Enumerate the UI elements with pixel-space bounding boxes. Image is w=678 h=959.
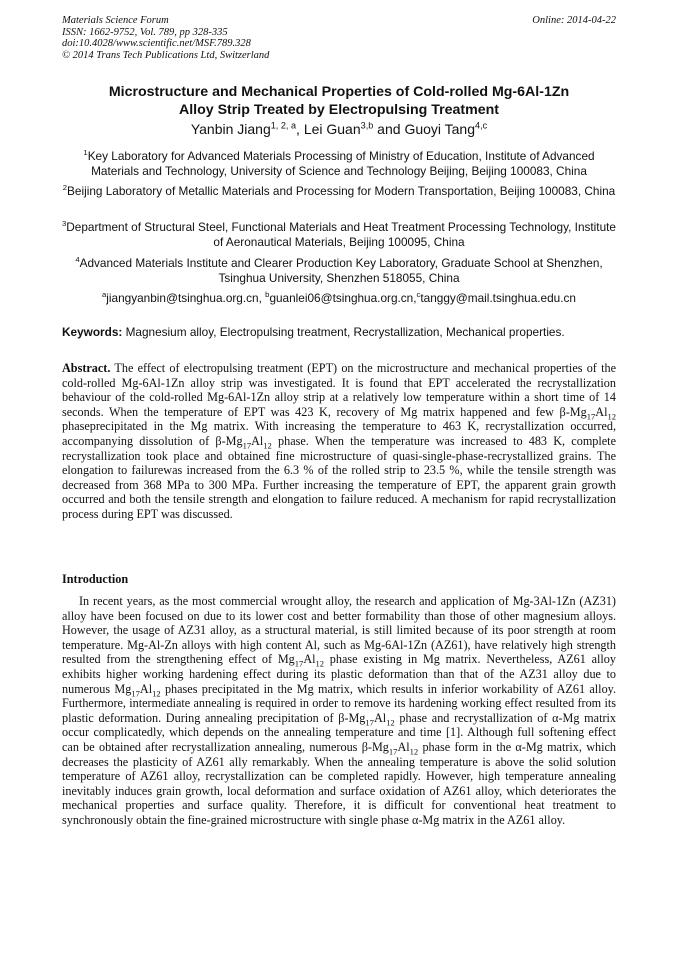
author-sup: 4,c: [475, 120, 488, 131]
subscript: 17: [242, 440, 252, 451]
journal-name: Materials Science Forum: [62, 15, 169, 26]
subscript: 12: [263, 440, 272, 451]
abstract-text: phase. When the temperature was increased to 483 K, complete recrystallization took place and obtained fine microstructure of quasi-single-phase-recrystallized grains. The elongation to failurewas increased from the 6.3 % of the rolled strip to 23.5 %, while the tensile strength was decreased from 368 MPa to 300 MPa. Further increasing the temperature of EPT, the apparent grain growth occurred and both the tensile strength and elongation to failure reduced. A mechanism for rapid recrystallization process during EPT was discussed.: [62, 433, 616, 521]
keywords: [62, 325, 616, 340]
author-name: Yanbin Jiang: [190, 121, 271, 137]
abstract-text: Al: [595, 404, 608, 419]
journal-doi: doi:10.4028/www.scientific.net/MSF.789.328: [62, 38, 251, 49]
author-separator: and: [373, 121, 405, 137]
affiliation-number: 4: [75, 255, 80, 265]
body-text: phase existing in Mg matrix. Nevertheless, AZ61 alloy exhibits higher working hardening effect during its plastic deformation than that of the AZ31 alloy due to numerous Mg: [62, 652, 616, 696]
title-line-1: Microstructure and Mechanical Properties of Cold-rolled Mg-6Al-1Zn: [108, 84, 570, 100]
email-link[interactable]: tanggy@mail.tsinghua.edu.cn: [420, 291, 576, 305]
journal-header: [62, 15, 616, 61]
section-heading: Introduction: [62, 572, 129, 586]
affiliation: [62, 256, 616, 286]
abstract-text: phaseprecipitated in the Mg matrix. With increasing the temperature to 463 K, recrystallization occurred, accompanying dissolution of β-Mg: [62, 419, 616, 448]
body-text: In recent years, as the most commercial wrought alloy, the research and application of Mg-3Al-1Zn (AZ31) alloy have been focused on due to its lower cost and better formability than those of other magnesium alloys. However, the usage of AZ31 alloy, as a structural material, is still limited because of its poor strength at room temperature. Mg-Al-Zn alloys with high content Al, such as Mg-6Al-1Zn (AZ61), have relatively high strength resulted from the strengthening effect of Mg: [62, 594, 616, 667]
affiliation-number: 2: [62, 183, 68, 193]
affiliation-number: 1: [83, 148, 88, 158]
email-link[interactable]: jiangyanbin@tsinghua.org.cn,: [106, 291, 266, 305]
abstract: [62, 361, 616, 522]
journal-issn: ISSN: 1662-9752, Vol. 789, pp 328-335: [62, 26, 228, 38]
online-date: Online: 2014-04-22: [532, 15, 616, 26]
email-sup: c: [416, 290, 421, 300]
affiliation-text: Key Laboratory for Advanced Materials Processing of Ministry of Education, Institute of Advanced Materials and Technology, University of Science and Technology Beijing, Beijing 100083, China: [87, 149, 595, 178]
author-list: [62, 120, 616, 138]
title-line-2: Alloy Strip Treated by Electropulsing Treatment: [178, 102, 500, 118]
affiliation-text: Advanced Materials Institute and Clearer Production Key Laboratory, Graduate School at Shenzhen, Tsinghua University, Shenzhen 518055, China: [79, 256, 603, 285]
email-link[interactable]: guanlei06@tsinghua.org.cn,: [269, 291, 417, 305]
body-text: phase and recrystallization of α-Mg matrix occur complicatedly, which depends on the annealing temperature and time [1]. Although full softening effect can be obtained after recrystallization annealing, numerous β-Mg: [62, 710, 616, 754]
affiliation: [62, 220, 616, 250]
body-text: phases precipitated in the Mg matrix, which results in inferior workability of AZ61 alloy. Furthermore, intermediate annealing is required in order to remove its hardening working effect resulted from its plastic deformation. During annealing precipitation of β-Mg: [62, 681, 617, 725]
subscript: 12: [315, 658, 325, 669]
body-text: Al: [303, 652, 316, 667]
author-emails: [62, 291, 616, 306]
affiliation-text: Department of Structural Steel, Functional Materials and Heat Treatment Processing Technology, Institute of Aeronautical Materials, Beijing 100095, China: [66, 220, 616, 249]
affiliation-number: 3: [62, 219, 67, 229]
introduction-paragraph: [62, 594, 616, 828]
subscript: 17: [294, 658, 304, 669]
body-text: Al: [139, 681, 153, 696]
affiliation: [62, 184, 616, 199]
email-sup: a: [102, 290, 107, 300]
body-text: Al: [397, 739, 410, 754]
author-name: Lei Guan: [303, 121, 361, 137]
author-name: Guoyi Tang: [404, 121, 476, 137]
subscript: 12: [409, 746, 419, 757]
abstract-text: The effect of electropulsing treatment (EPT) on the microstructure and mechanical properties of the cold-rolled Mg-6Al-1Zn alloy strip was investigated. It is found that EPT accelerated the recrystallization behaviour of the cold-rolled Mg-6Al-1Zn alloy strip at a relatively low temperature within a short time of 14 seconds. When the temperature of EPT was 423 K, recovery of Mg matrix happened and few β-Mg: [62, 361, 616, 419]
body-text: Al: [373, 710, 387, 725]
author-separator: ,: [296, 121, 304, 137]
subscript: 12: [607, 411, 616, 422]
affiliation-text: Beijing Laboratory of Metallic Materials and Processing for Modern Transportation, Beijing 100083, China: [67, 184, 616, 198]
subscript: 17: [586, 411, 596, 422]
subscript: 17: [388, 746, 398, 757]
paper-title: [62, 83, 616, 119]
subscript: 17: [131, 688, 140, 698]
body-text: phase form in the α-Mg matrix, which decreases the plasticity of AZ61 ally remarkably. When the annealing temperature is above the solid solution temperature of AZ61 alloy, recrystallization can be completed rapidly. However, high temperature annealing inevitably induces grain growth, local deformation and surface oxidation of AZ61 alloy, which deteriorates the mechanical properties and surface quality. Therefore, it is difficult for conventional heat treatment to synchronously obtain the fine-grained microstructure with single phase α-Mg matrix in the AZ61 alloy.: [62, 739, 617, 827]
author-sup: 1, 2, a: [270, 120, 297, 131]
keywords-text: Magnesium alloy, Electropulsing treatment, Recrystallization, Mechanical properties.: [122, 325, 565, 339]
abstract-label: Abstract.: [62, 361, 111, 375]
keywords-label: Keywords:: [62, 325, 123, 339]
subscript: 12: [152, 688, 161, 698]
author-sup: 3,b: [360, 120, 374, 131]
email-sup: b: [265, 290, 270, 300]
subscript: 12: [386, 717, 395, 728]
journal-copyright: © 2014 Trans Tech Publications Ltd, Switzerland: [62, 49, 270, 61]
abstract-text: Al: [251, 433, 264, 448]
subscript: 17: [365, 717, 374, 728]
affiliation: [62, 149, 616, 179]
